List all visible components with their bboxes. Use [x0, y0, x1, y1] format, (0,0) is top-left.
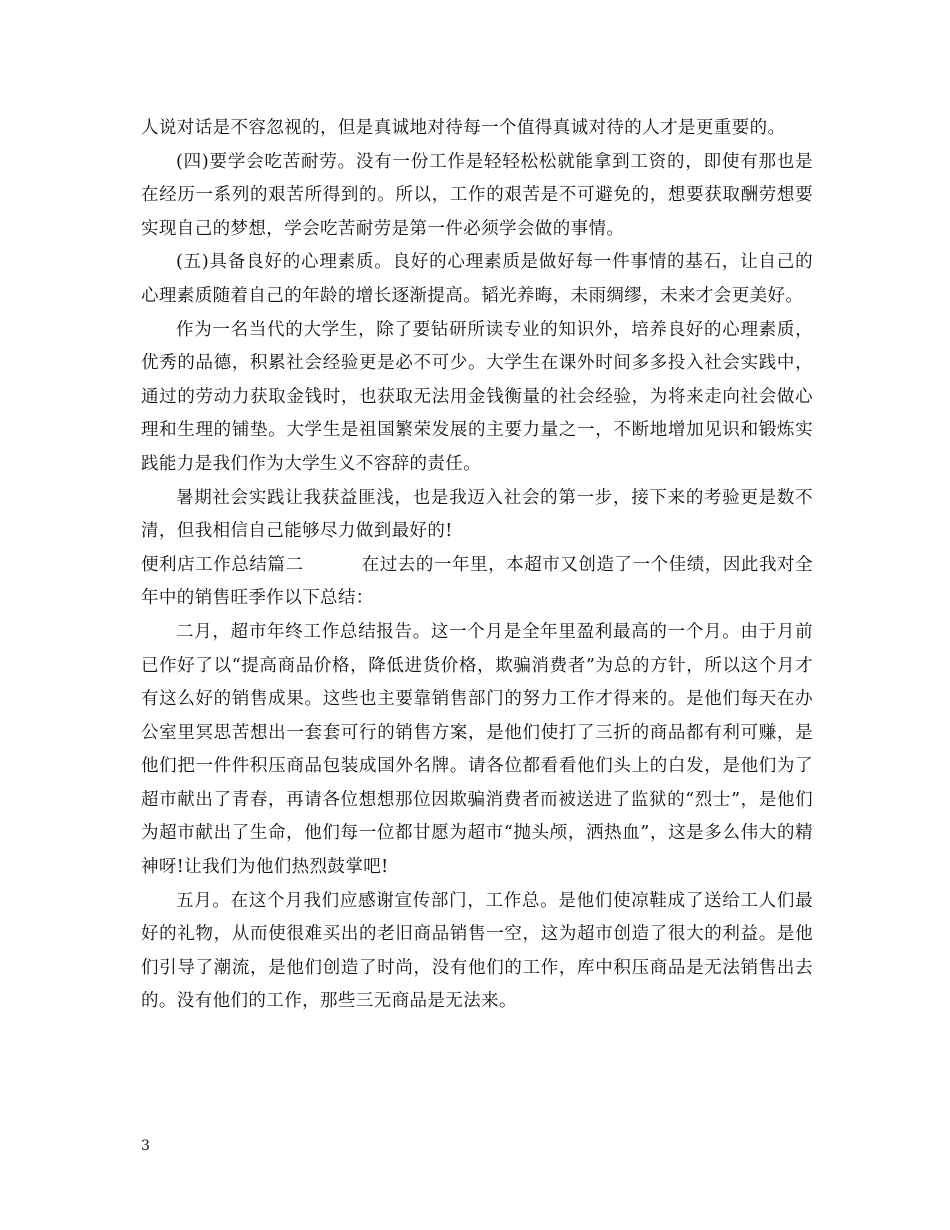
- page-number: 3: [141, 1138, 150, 1154]
- paragraph: 五月。在这个月我们应感谢宣传部门，工作总。是他们使凉鞋成了送给工人们最好的礼物，从而使很难买出的老旧商品销售一空，这为超市创造了很大的利益。是他们引导了潮流，是他们创造了时尚，没有他们的工作，库中积压商品是无法销售出去的。没有他们的工作，那些三无商品是无法来。: [141, 890, 813, 1012]
- paragraph: 暑期社会实践让我获益匪浅，也是我迈入社会的第一步，接下来的考验更是数不清，但我相信自己能够尽力做到最好的!: [141, 487, 813, 542]
- paragraph: 二月，超市年终工作总结报告。这一个月是全年里盈利最高的一个月。由于月前已作好了以“提高商品价格，降低进货价格，欺骗消费者”为总的方针，所以这个月才有这么好的销售成果。这些也主要靠销售部门的努力工作才得来的。是他们每天在办公室里冥思苦想出一套套可行的销售方案，是他们使打了三折的商品都有利可赚，是他们把一件件积压商品包装成国外名牌。请各位都看看他们头上的白发，是他们为了超市献出了青春，再请各位想想那位因欺骗消费者而被送进了监狱的“烈士”，是他们为超市献出了生命，他们每一位都甘愿为超市“抛头颅，洒热血”，这是多么伟大的精神呀!让我们为他们热烈鼓掌吧!: [141, 621, 813, 878]
- paragraph: (五)具备良好的心理素质。良好的心理素质是做好每一件事情的基石，让自己的心理素质随着自己的年龄的增长逐渐提高。韬光养晦，未雨绸缪，未来才会更美好。: [141, 252, 813, 306]
- section-title: 便利店工作总结篇二: [141, 554, 304, 575]
- paragraph: (四)要学会吃苦耐劳。没有一份工作是轻轻松松就能拿到工资的，即使有那也是在经历一系列的艰苦所得到的。所以，工作的艰苦是不可避免的，想要获取酬劳想要实现自己的梦想，学会吃苦耐劳是第一件必须学会做的事情。: [141, 151, 813, 239]
- section-heading-paragraph: [141, 549, 813, 616]
- paragraph: 作为一名当代的大学生，除了要钻研所读专业的知识外，培养良好的心理素质，优秀的品德，积累社会经验更是必不可少。大学生在课外时间多多投入社会实践中，通过的劳动力获取金钱时，也获取无法用金钱衡量的社会经验，为将来走向社会做心理和生理的铺垫。大学生是祖国繁荣发展的主要力量之一，不断地增加见识和锻炼实践能力是我们作为大学生义不容辞的责任。: [141, 319, 813, 474]
- section-intro: 在过去的一年里，本超市又创造了一个佳绩，因此我对全年中的销售旺季作以下总结：: [141, 554, 813, 609]
- paragraph: 人说对话是不容忽视的，但是真诚地对待每一个值得真诚对待的人才是更重要的。: [141, 118, 786, 138]
- document-body: [141, 112, 813, 1019]
